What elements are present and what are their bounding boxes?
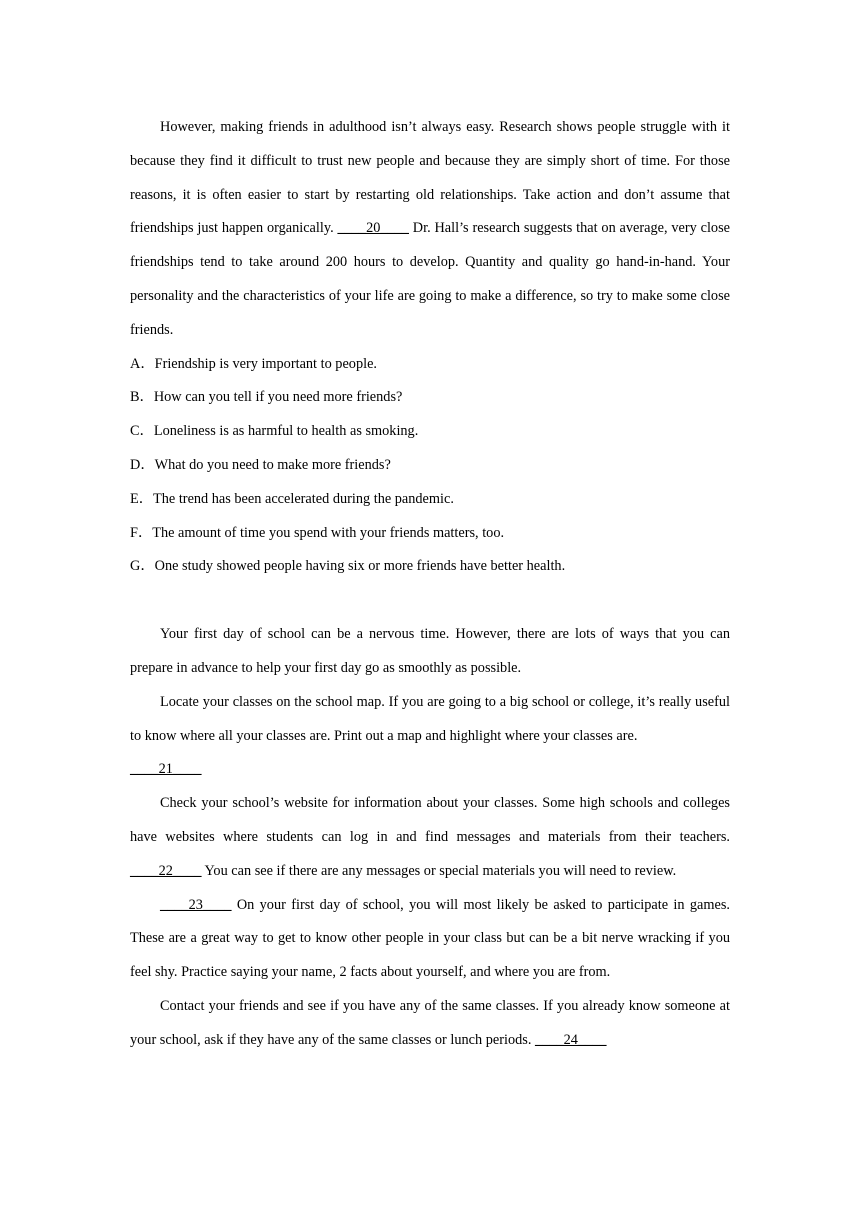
passage2-paragraph-friends bbox=[130, 990, 730, 1058]
option-d: D．What do you need to make more friends? bbox=[130, 456, 391, 473]
section-gap bbox=[130, 584, 730, 618]
blank-24: ____24____ bbox=[534, 1031, 607, 1048]
blank-21-line bbox=[130, 753, 730, 787]
blank-23: ____23____ bbox=[160, 896, 232, 913]
passage2-friends-text: Contact your friends and see if you have any of the same classes. If you already know someone at your school, ask if they have any of the same classes or lunch periods. bbox=[130, 997, 730, 1048]
blank-20: ____20____ bbox=[337, 220, 409, 237]
passage2-paragraph-website bbox=[130, 787, 730, 888]
document-content bbox=[130, 111, 730, 1058]
passage2-website-text-after: You can see if there are any messages or special materials you will need to review. bbox=[201, 862, 677, 879]
blank-22: ____22____ bbox=[130, 862, 202, 879]
passage1-text-after: Dr. Hall’s research suggests that on average, very close friendships tend to take around 200 hours to develop. Quantity and quality go hand-in-hand. Your personality and the characteristics of your life are going to make a difference, so try to make some close friends. bbox=[130, 220, 730, 338]
passage1-paragraph bbox=[130, 111, 730, 348]
passage2-intro: Your first day of school can be a nervous time. However, there are lots of ways that you can prepare in advance to help your first day go as smoothly as possible. bbox=[130, 626, 730, 676]
option-c: C．Loneliness is as harmful to health as smoking. bbox=[130, 423, 419, 440]
blank-21: ____21____ bbox=[130, 761, 202, 778]
option-a: A．Friendship is very important to people. bbox=[130, 355, 377, 372]
passage2-website-text-before: Check your school’s website for information about your classes. Some high schools and colleges have websites where students can log in and find messages and materials from their teachers. bbox=[130, 795, 730, 845]
passage1-text-before: However, making friends in adulthood isn’t always easy. Research shows people struggle with it because they find it difficult to trust new people and because they are simply short of time. For those reasons, it is often easier to start by restarting old relationships. Take action and don’t assume that friendships just happen organically. bbox=[130, 119, 730, 237]
option-f: F．The amount of time you spend with your friends matters, too. bbox=[130, 524, 505, 541]
option-g: G．One study showed people having six or more friends have better health. bbox=[130, 558, 566, 575]
passage2-map-text: Locate your classes on the school map. If you are going to a big school or college, it’s really useful to know where all your classes are. Print out a map and highlight where your classes are. bbox=[130, 693, 730, 744]
passage2-paragraph-map bbox=[130, 686, 730, 754]
option-e: E．The trend has been accelerated during the pandemic. bbox=[130, 490, 454, 507]
passage2-paragraph-games bbox=[130, 889, 730, 990]
option-b: B．How can you tell if you need more friends? bbox=[130, 389, 403, 406]
passage2-games-text: On your first day of school, you will most likely be asked to participate in games. These are a great way to get to know other people in your class but can be a bit nerve wracking if you feel shy. Practice saying your name, 2 facts about yourself, and where you are from. bbox=[130, 896, 730, 981]
options-list bbox=[130, 348, 730, 585]
